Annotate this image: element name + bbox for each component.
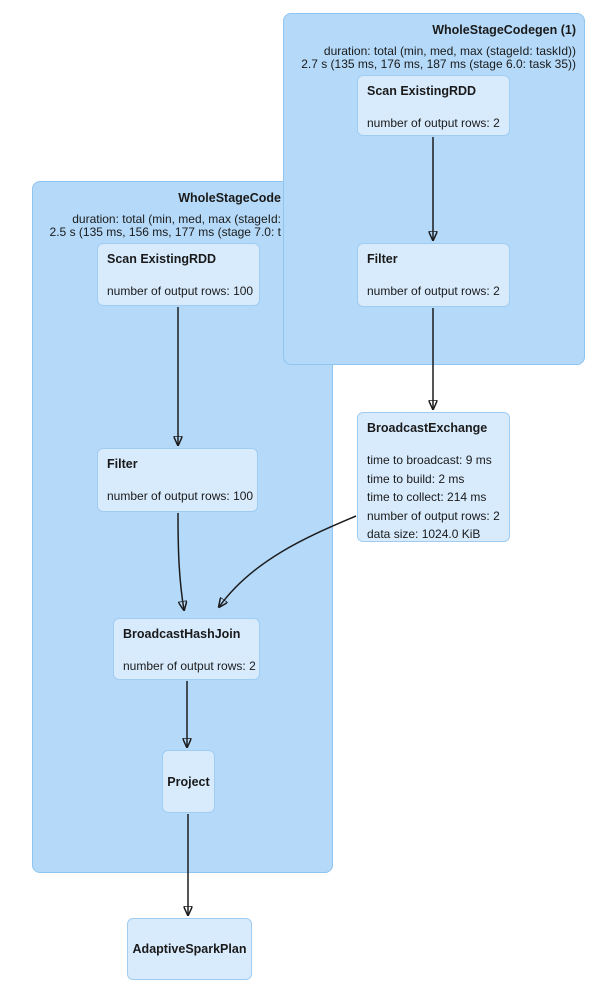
cluster-duration [301,45,576,71]
node-metric: number of output rows: 100 [107,284,254,298]
cluster-title: WholeStageCode [178,191,281,205]
node-metric: number of output rows: 2 [367,116,500,130]
cluster-duration [50,213,281,239]
node-title: Scan ExistingRDD [107,252,217,266]
node-metric: data size: 1024.0 KiB [367,527,481,541]
node-adaptive-spark-plan[interactable] [127,918,252,980]
node-title: Filter [107,457,138,471]
cluster-wholestagecodegen-1 [283,13,585,365]
node-title: AdaptiveSparkPlan [132,942,247,956]
duration-label: duration: total (min, med, max (stageId: taskId)) [323,44,576,58]
node-title: Scan ExistingRDD [367,84,477,98]
duration-value: 2.7 s (135 ms, 176 ms, 187 ms (stage 6.0: task 35)) [301,57,576,71]
duration-label: duration: total (min, med, max (stageId: [72,212,281,226]
node-filter-1[interactable] [357,243,510,307]
duration-value: 2.5 s (135 ms, 156 ms, 177 ms (stage 7.0: t [49,225,281,239]
node-title: BroadcastExchange [367,421,488,435]
node-metric: time to broadcast: 9 ms [367,453,492,467]
node-metric: number of output rows: 2 [367,508,500,523]
node-title: Project [167,774,210,789]
node-metric: number of output rows: 2 [123,659,256,673]
node-broadcast-hash-join[interactable] [113,618,260,680]
node-title: BroadcastHashJoin [123,627,241,641]
node-scan-existingrdd-1[interactable] [357,75,510,136]
node-broadcast-exchange[interactable] [357,412,510,542]
node-metric: time to collect: 214 ms [367,490,487,504]
node-scan-existingrdd-2[interactable] [97,243,260,306]
node-metric: number of output rows: 2 [367,284,500,298]
node-filter-2[interactable] [97,448,258,512]
node-metric: number of output rows: 100 [107,489,254,503]
cluster-title: WholeStageCodegen (1) [432,23,576,37]
node-title: Filter [367,252,398,266]
node-metric: time to build: 2 ms [367,471,465,486]
node-project[interactable] [162,750,215,813]
